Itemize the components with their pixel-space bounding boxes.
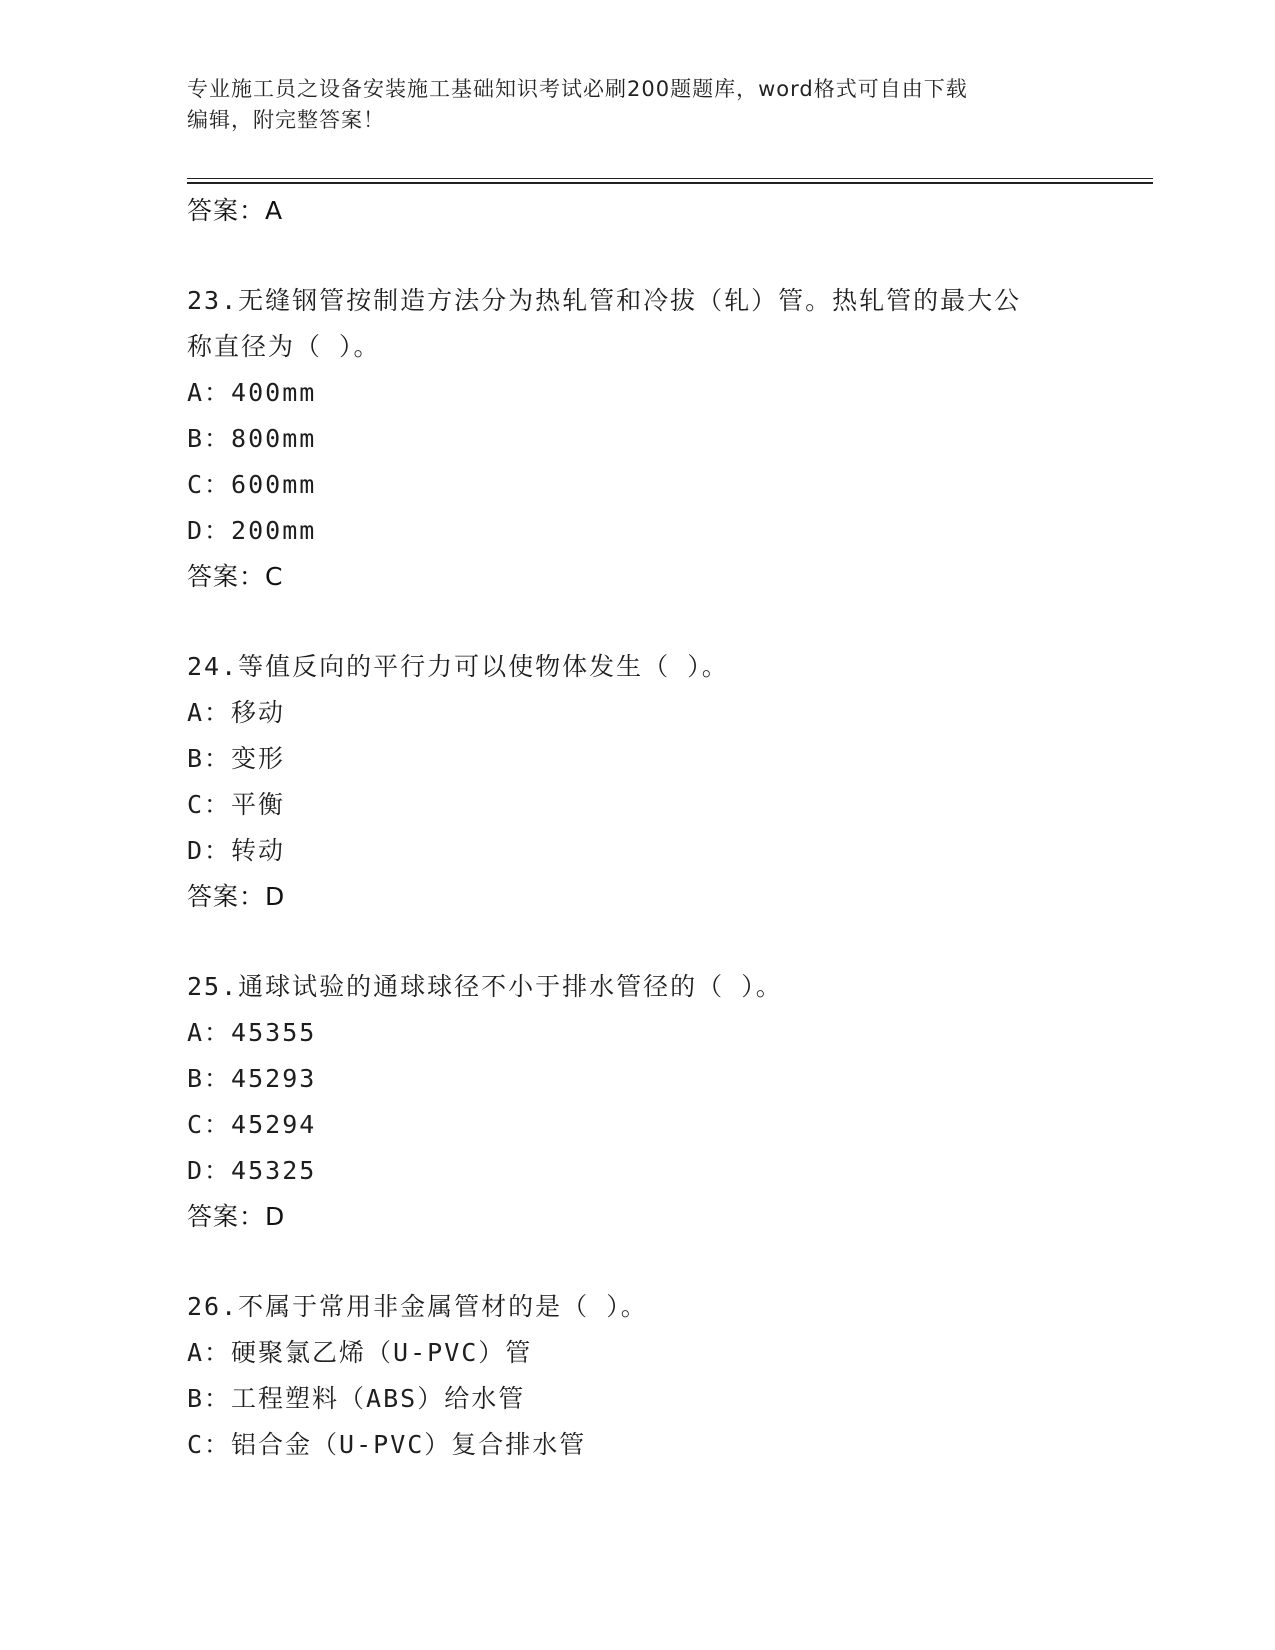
question-25 [187, 964, 1087, 1240]
answer: 答案：C [187, 562, 284, 591]
question-text: 26.不属于常用非金属管材的是（ ）。 [187, 1292, 648, 1321]
header-divider-thin [187, 178, 1153, 179]
document-header [187, 74, 1087, 136]
option-c: C：平衡 [187, 790, 286, 819]
previous-answer: 答案：A [187, 196, 284, 225]
header-divider-thick [187, 182, 1153, 184]
question-24 [187, 644, 1087, 920]
option-a: A：移动 [187, 698, 286, 727]
question-text: 25.通球试验的通球球径不小于排水管径的（ ）。 [187, 972, 783, 1001]
answer: 答案：D [187, 1202, 286, 1231]
option-b: B：800mm [187, 424, 317, 453]
option-b: B：工程塑料（ABS）给水管 [187, 1384, 526, 1413]
question-text-line-2: 称直径为（ ）。 [187, 332, 381, 361]
option-b: B：变形 [187, 744, 286, 773]
header-line-2: 编辑，附完整答案！ [187, 108, 385, 132]
header-line-1: 专业施工员之设备安装施工基础知识考试必刷200题题库，word格式可自由下载 [187, 77, 968, 101]
option-a: A：硬聚氯乙烯（U-PVC）管 [187, 1338, 533, 1367]
option-b: B：45293 [187, 1064, 317, 1093]
answer: 答案：D [187, 882, 286, 911]
option-d: D：200mm [187, 516, 317, 545]
option-a: A：400mm [187, 378, 317, 407]
option-d: D：45325 [187, 1156, 317, 1185]
option-d: D：转动 [187, 836, 286, 865]
option-c: C：铝合金（U-PVC）复合排水管 [187, 1430, 587, 1459]
option-c: C：45294 [187, 1110, 317, 1139]
option-a: A：45355 [187, 1018, 317, 1047]
question-23 [187, 278, 1087, 600]
question-text-line-1: 23.无缝钢管按制造方法分为热轧管和冷拔（轧）管。热轧管的最大公 [187, 286, 1022, 315]
option-c: C：600mm [187, 470, 317, 499]
question-26 [187, 1284, 1087, 1468]
question-text: 24.等值反向的平行力可以使物体发生（ ）。 [187, 652, 729, 681]
question-list [187, 188, 1087, 1468]
